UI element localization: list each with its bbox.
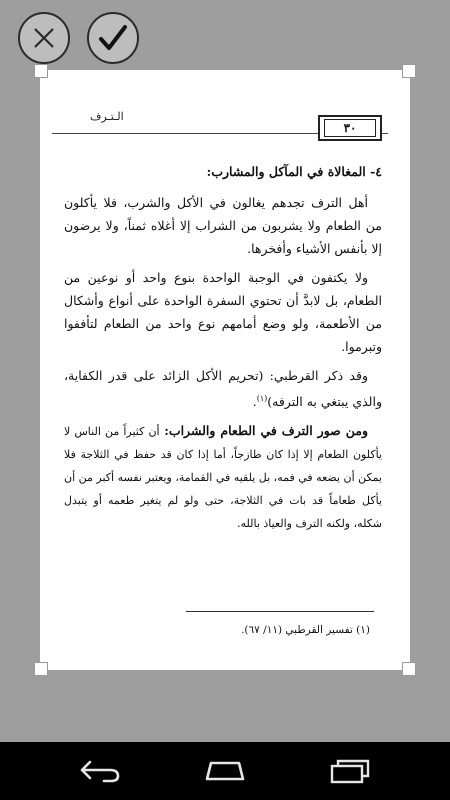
page-number-box xyxy=(318,115,382,141)
paragraph-4-text: أن كثيراً من الناس لا يأكلون الطعام إلا إذا كان طازجاً، أما إذا كان قد حفظ في الثلاجة فلا يمكن أن يضعه في فمه، بل يلقيه في القمامة، ويعتبر نفسه أكبر من أن يأكل طعاماً قد بات في الثلاجة، حتى ولو لم يتغير طعمه أو يتبدل شكله، ولكنه الترف والعياذ بالله. xyxy=(64,425,382,531)
document-content xyxy=(40,70,410,670)
paragraph-4-bold-run: ومن صور الترف في الطعام والشراب: xyxy=(164,423,368,439)
confirm-button[interactable] xyxy=(87,12,139,64)
back-icon xyxy=(78,758,122,784)
footnote-marker: (١) xyxy=(256,394,268,403)
section-heading: ٤- المغالاة في المآكل والمشارب: xyxy=(206,164,382,179)
paragraph-3-text: وقد ذكر القرطبي: (تحريم الأكل الزائد على قدر الكفاية، والذي يبتغي به الترفه) xyxy=(64,368,382,410)
paragraph-2: ولا يكتفون في الوجبة الواحدة بنوع واحد أو نوعين من الطعام، بل لابدَّ أن تحتوي السفرة الواحدة على أنواع وأشكال من الأطعمة، ولو وضع أمامهم نوع واحد من الطعام لتأففوا وتبرموا. xyxy=(64,270,382,354)
footnote: (١) تفسير القرطبي (١١/ ٦٧). xyxy=(241,624,370,636)
paragraph-1: أهل الترف تجدهم يغالون في الأكل والشرب، فلا يأكلون من الطعام ولا يشربون من الشراب إلا أغلاه ثمناً، ولا يرضون إلا بأنفس الأشياء وأفخرها. xyxy=(64,195,382,256)
paragraph-4 xyxy=(64,419,382,534)
body-text xyxy=(64,160,382,540)
close-icon xyxy=(32,26,56,50)
home-icon xyxy=(201,757,249,785)
navigation-bar xyxy=(0,742,450,800)
recent-apps-icon xyxy=(328,756,374,786)
scanned-page xyxy=(40,70,410,670)
page-number: ٣٠ xyxy=(324,119,376,137)
paragraph-3 xyxy=(64,364,382,413)
home-button[interactable] xyxy=(201,756,249,786)
paragraph-3-end: . xyxy=(252,394,257,410)
back-button[interactable] xyxy=(76,756,124,786)
check-icon xyxy=(98,24,128,52)
cancel-button[interactable] xyxy=(18,12,70,64)
footnote-rule xyxy=(186,611,374,612)
running-title: الـتـرف xyxy=(90,110,124,123)
recent-apps-button[interactable] xyxy=(327,756,375,786)
